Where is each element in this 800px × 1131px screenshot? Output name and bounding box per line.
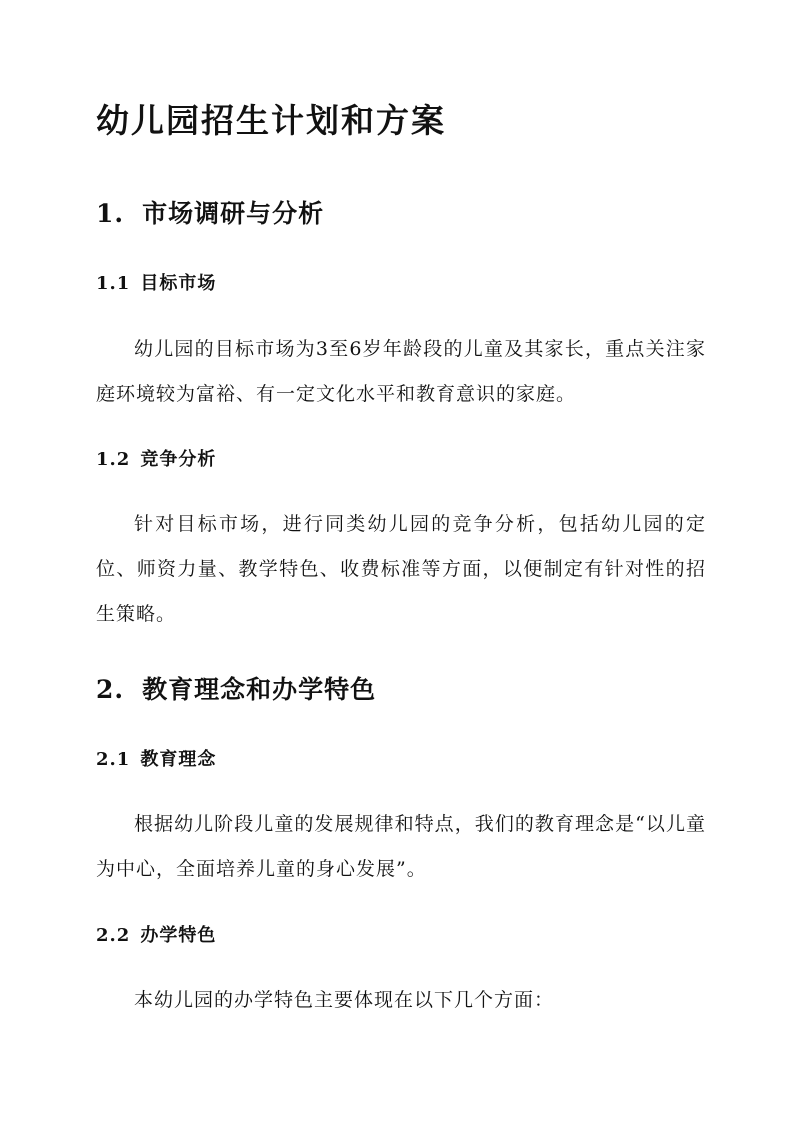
section-number: 2. <box>96 675 125 704</box>
subsection-title: 竞争分析 <box>140 449 217 470</box>
section-number: 1. <box>96 199 125 228</box>
paragraph-1-2: 针对目标市场，进行同类幼儿园的竞争分析，包括幼儿园的定位、师资力量、教学特色、收费标准等方面，以便制定有针对性的招生策略。 <box>96 513 706 625</box>
subsection-title: 教育理念 <box>140 749 217 770</box>
section-heading-2 <box>96 672 376 708</box>
subsection-heading-2-2 <box>96 922 216 950</box>
document-title: 幼儿园招生计划和方案 <box>96 101 446 140</box>
section-title: 教育理念和办学特色 <box>142 675 377 704</box>
subsection-number: 2.2 <box>96 925 131 946</box>
subsection-title: 目标市场 <box>140 273 217 294</box>
paragraph-2-1: 根据幼儿阶段儿童的发展规律和特点，我们的教育理念是“以儿童为中心，全面培养儿童的身心发展”。 <box>96 813 706 880</box>
subsection-number: 1.1 <box>96 273 131 294</box>
subsection-heading-1-2 <box>96 446 216 474</box>
paragraph-2-2: 本幼儿园的办学特色主要体现在以下几个方面： <box>134 989 555 1011</box>
subsection-number: 2.1 <box>96 749 131 770</box>
paragraph-1-1: 幼儿园的目标市场为3至6岁年龄段的儿童及其家长，重点关注家庭环境较为富裕、有一定文化水平和教育意识的家庭。 <box>96 338 706 405</box>
subsection-number: 1.2 <box>96 449 131 470</box>
subsection-heading-1-1 <box>96 270 216 298</box>
subsection-title: 办学特色 <box>140 925 217 946</box>
section-heading-1 <box>96 196 324 232</box>
subsection-heading-2-1 <box>96 746 216 774</box>
section-title: 市场调研与分析 <box>142 199 325 228</box>
